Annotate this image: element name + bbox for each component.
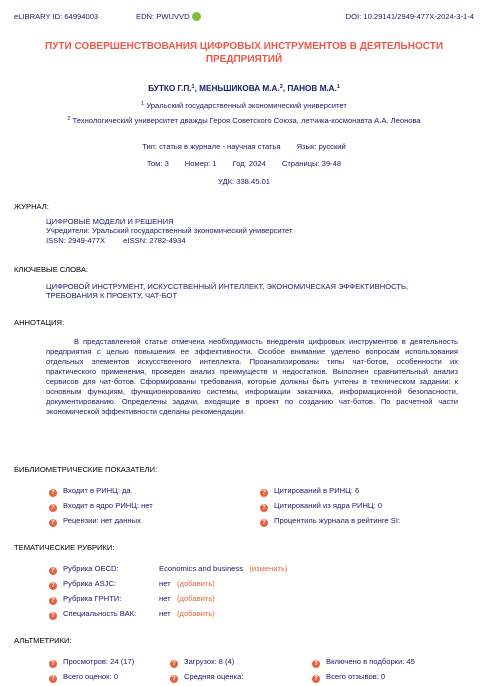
rubric-value[interactable]: Economics and business (159, 564, 243, 573)
question-icon[interactable]: ? (49, 567, 57, 575)
question-icon[interactable]: ? (49, 675, 57, 683)
issue-row (0, 159, 488, 168)
add-link[interactable]: (добавить) (177, 594, 215, 603)
doi-link[interactable]: DOI: 10.29141/2949-477X-2024-3-1-4 (345, 12, 474, 21)
metric-rinc: ? Входит в РИНЦ: да (49, 486, 131, 497)
journal-issn-row (46, 236, 458, 245)
metric-reviews: ? Рецензии: нет данных (49, 516, 141, 527)
rubric-value: нет (159, 594, 171, 603)
metric-cited-core: ? Цитирований из ядра РИНЦ: 0 (260, 501, 382, 512)
rubric-vak: ? Специальность ВАК: нет (добавить) (49, 609, 349, 620)
article-title: ПУТИ СОВЕРШЕНСТВОВАНИЯ ЦИФРОВЫХ ИНСТРУМЕНТОВ В ДЕЯТЕЛЬНОСТИ ПРЕДПРИЯТИЙ (44, 41, 444, 65)
eissn: eISSN: 2782-4934 (123, 235, 186, 245)
year: Год: 2024 (232, 159, 266, 168)
rubric-oecd: ? Рубрика OECD: Economics and business (изменить) (49, 564, 349, 575)
metric-downloads: ? Загрузок: 8 (4) (170, 657, 234, 668)
abstract-text: В представленной статье отмечена необходимость внедрения цифровых инструментов в деятельность предприятия с целью повышения ее эффективности. Особое внимание уделено вопросам использования отдельных элементов искусственного интеллекта. Проанализированы типы чат-ботов, особенности их практического применения, проведен анализ преимуществ и недостатков. Выполнен сравнительный анализ сервисов для чат-ботов. Сформированы требования, которые должны быть учтены в техническом задании: к основным функциям, функционированию системы, информации заказчика, информационной безопасности, документированию. Определены задачи, входящие в проект по созданию чат-ботов. По расчетной части экономической эффективности сделаны рекомендации. (46, 337, 458, 417)
keywords-line[interactable]: ТРЕБОВАНИЯ К ПРОЕКТУ, ЧАТ-БОТ (46, 291, 178, 301)
article-language: Язык: русский (296, 142, 346, 151)
change-link[interactable]: (изменить) (249, 564, 288, 573)
author-link[interactable]: МЕНЬШИКОВА М.А.$^2$ (199, 84, 283, 93)
affiliation[interactable]: $^2$ Технологический университет дважды Героя Советского Союза, летчика-космонавта А.А. Леонова (67, 116, 421, 125)
question-icon[interactable]: ? (49, 612, 57, 620)
question-icon[interactable]: ? (49, 504, 57, 512)
add-link[interactable]: (добавить) (177, 579, 215, 588)
add-link[interactable]: (добавить) (177, 609, 215, 618)
elibrary-id: eLIBRARY ID: 64994003 (14, 12, 99, 21)
question-icon[interactable]: ? (260, 489, 268, 497)
metric-avg-rating: ? Средняя оценка: (170, 672, 243, 683)
journal-founder[interactable]: Учредители: Уральский государственный экономический университет (46, 226, 293, 236)
question-icon[interactable]: ? (260, 519, 268, 527)
biblio-heading: БИБЛИОМЕТРИЧЕСКИЕ ПОКАЗАТЕЛИ: (14, 465, 158, 474)
rubric-value: нет (159, 579, 171, 588)
volume[interactable]: Том: 3 (146, 159, 169, 168)
rubric-grnti: ? Рубрика ГРНТИ: нет (добавить) (49, 594, 349, 605)
author-link[interactable]: БУТКО Г.П.$^1$ (148, 84, 195, 93)
metric-in-collections[interactable]: ? Включено в подборки: 45 (312, 657, 415, 668)
question-icon[interactable]: ? (49, 519, 57, 527)
abstract-heading: АННОТАЦИЯ: (14, 318, 65, 327)
rubrics-heading: ТЕМАТИЧЕСКИЕ РУБРИКИ: (14, 543, 115, 552)
open-access-icon (192, 12, 201, 21)
issn: ISSN: 2949-477X (46, 235, 106, 245)
metric-percentile: ? Процентиль журнала в рейтинге SI: (260, 516, 400, 527)
article-type: Тип: статья в журнале - научная статья (142, 142, 281, 151)
rubric-value: нет (159, 609, 171, 618)
journal-block (46, 217, 458, 245)
question-icon[interactable]: ? (312, 675, 320, 683)
altmetrics-heading: АЛЬТМЕТРИКИ: (14, 636, 72, 645)
keywords-block[interactable] (46, 282, 458, 301)
metric-total-ratings: ? Всего оценок: 0 (49, 672, 118, 683)
question-icon[interactable]: ? (49, 582, 57, 590)
header-bar (14, 12, 474, 24)
journal-name-link[interactable]: ЦИФРОВЫЕ МОДЕЛИ И РЕШЕНИЯ (46, 217, 174, 226)
question-icon[interactable]: ? (170, 660, 178, 668)
question-icon[interactable]: ? (49, 489, 57, 497)
pages: Страницы: 39-48 (281, 159, 342, 168)
keywords-heading: КЛЮЧЕВЫЕ СЛОВА: (14, 265, 89, 274)
edn-value[interactable]: EDN: PWUVVD (136, 12, 190, 21)
article-type-row (0, 142, 488, 151)
question-icon[interactable]: ? (49, 660, 57, 668)
question-icon[interactable]: ? (49, 597, 57, 605)
affiliation[interactable]: $^1$ Уральский государственный экономический университет (141, 101, 347, 110)
metric-rinc-core: ? Входит в ядро РИНЦ: нет (49, 501, 153, 512)
metric-views: ? Просмотров: 24 (17) (49, 657, 134, 668)
rubric-asjc: ? Рубрика ASJC: нет (добавить) (49, 579, 349, 590)
journal-heading: ЖУРНАЛ: (14, 202, 49, 211)
metric-cited-rinc[interactable]: ? Цитирований в РИНЦ: 6 (260, 486, 359, 497)
metric-total-reviews: ? Всего отзывов: 0 (312, 672, 385, 683)
author-link[interactable]: ПАНОВ М.А.$^1$ (287, 84, 340, 93)
udk: УДК: 338.45.01 (217, 177, 271, 186)
issue-number[interactable]: Номер: 1 (184, 159, 217, 168)
authors: БУТКО Г.П.$^1$, МЕНЬШИКОВА М.А.$^2$, ПАНОВ М.А.$^1$ (148, 84, 340, 93)
question-icon[interactable]: ? (312, 660, 320, 668)
question-icon[interactable]: ? (260, 504, 268, 512)
keywords-line[interactable]: ЦИФРОВОЙ ИНСТРУМЕНТ, ИСКУССТВЕННЫЙ ИНТЕЛЛЕКТ, ЭКОНОМИЧЕСКАЯ ЭФФЕКТИВНОСТЬ, (46, 282, 409, 291)
question-icon[interactable]: ? (170, 675, 178, 683)
